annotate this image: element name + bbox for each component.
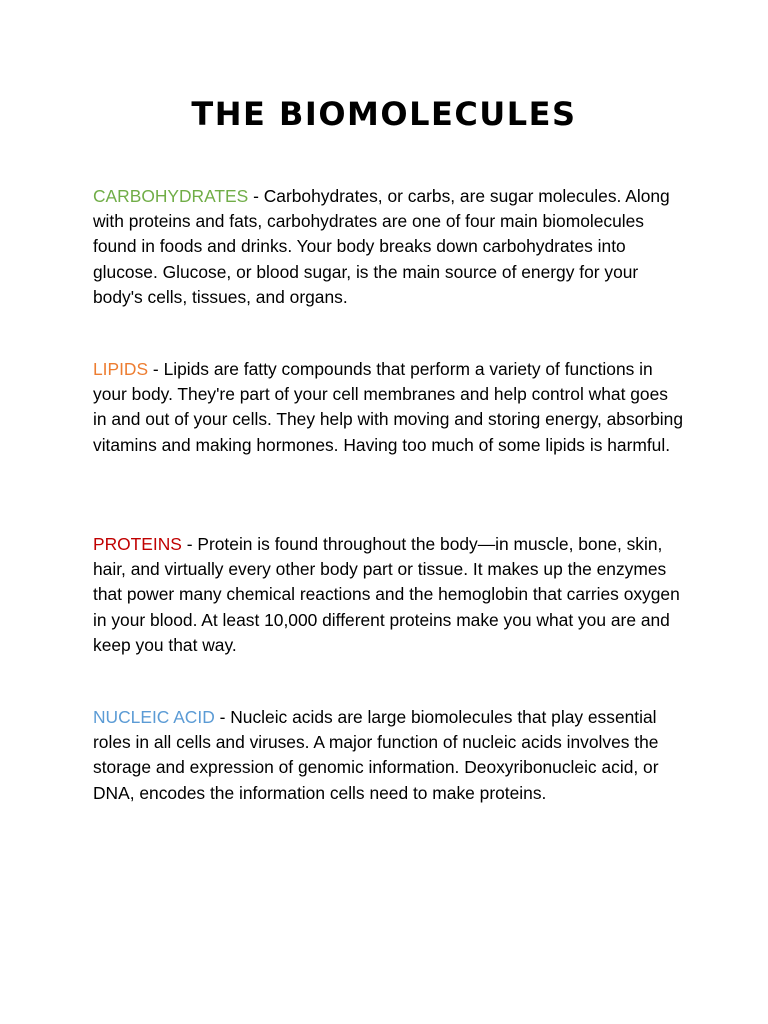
section-separator: - (248, 186, 264, 206)
section-separator: - (181, 534, 198, 554)
section-proteins (93, 532, 683, 658)
section-text: Protein is found throughout the body—in muscle, bone, skin, hair, and virtually every other body part or tissue. It makes up the enzymes that power many chemical reactions and the hemoglobin that carries oxygen in your blood. At least 10,000 different proteins make you what you are and keep you that way. (93, 534, 680, 655)
document-title: THE BIOMOLECULES (191, 95, 577, 133)
section-carbohydrates (93, 184, 683, 310)
section-term: CARBOHYDRATES (93, 186, 249, 206)
section-text: Lipids are fatty compounds that perform a variety of functions in your body. They're part of your cell membranes and help control what goes in and out of your cells. They help with moving and storing energy, absorbing vitamins and making hormones. Having too much of some lipids is harmful. (93, 359, 684, 455)
section-term: NUCLEIC ACID (93, 707, 215, 727)
section-separator: - (148, 359, 164, 379)
section-term: LIPIDS (93, 359, 149, 379)
section-text: Nucleic acids are large biomolecules that play essential roles in all cells and viruses. A major function of nucleic acids involves the storage and expression of genomic information. Deoxyribonucleic acid, or DNA, encodes the information cells need to make proteins. (93, 707, 659, 803)
section-separator: - (214, 707, 231, 727)
section-nucleic-acid (93, 705, 683, 806)
section-lipids (93, 357, 683, 458)
section-text: Carbohydrates, or carbs, are sugar molecules. Along with proteins and fats, carbohydrates are one of four main biomolecules found in foods and drinks. Your body breaks down carbohydrates into glucose. Glucose, or blood sugar, is the main source of energy for your body's cells, tissues, and organs. (93, 186, 670, 307)
section-term: PROTEINS (93, 534, 182, 554)
